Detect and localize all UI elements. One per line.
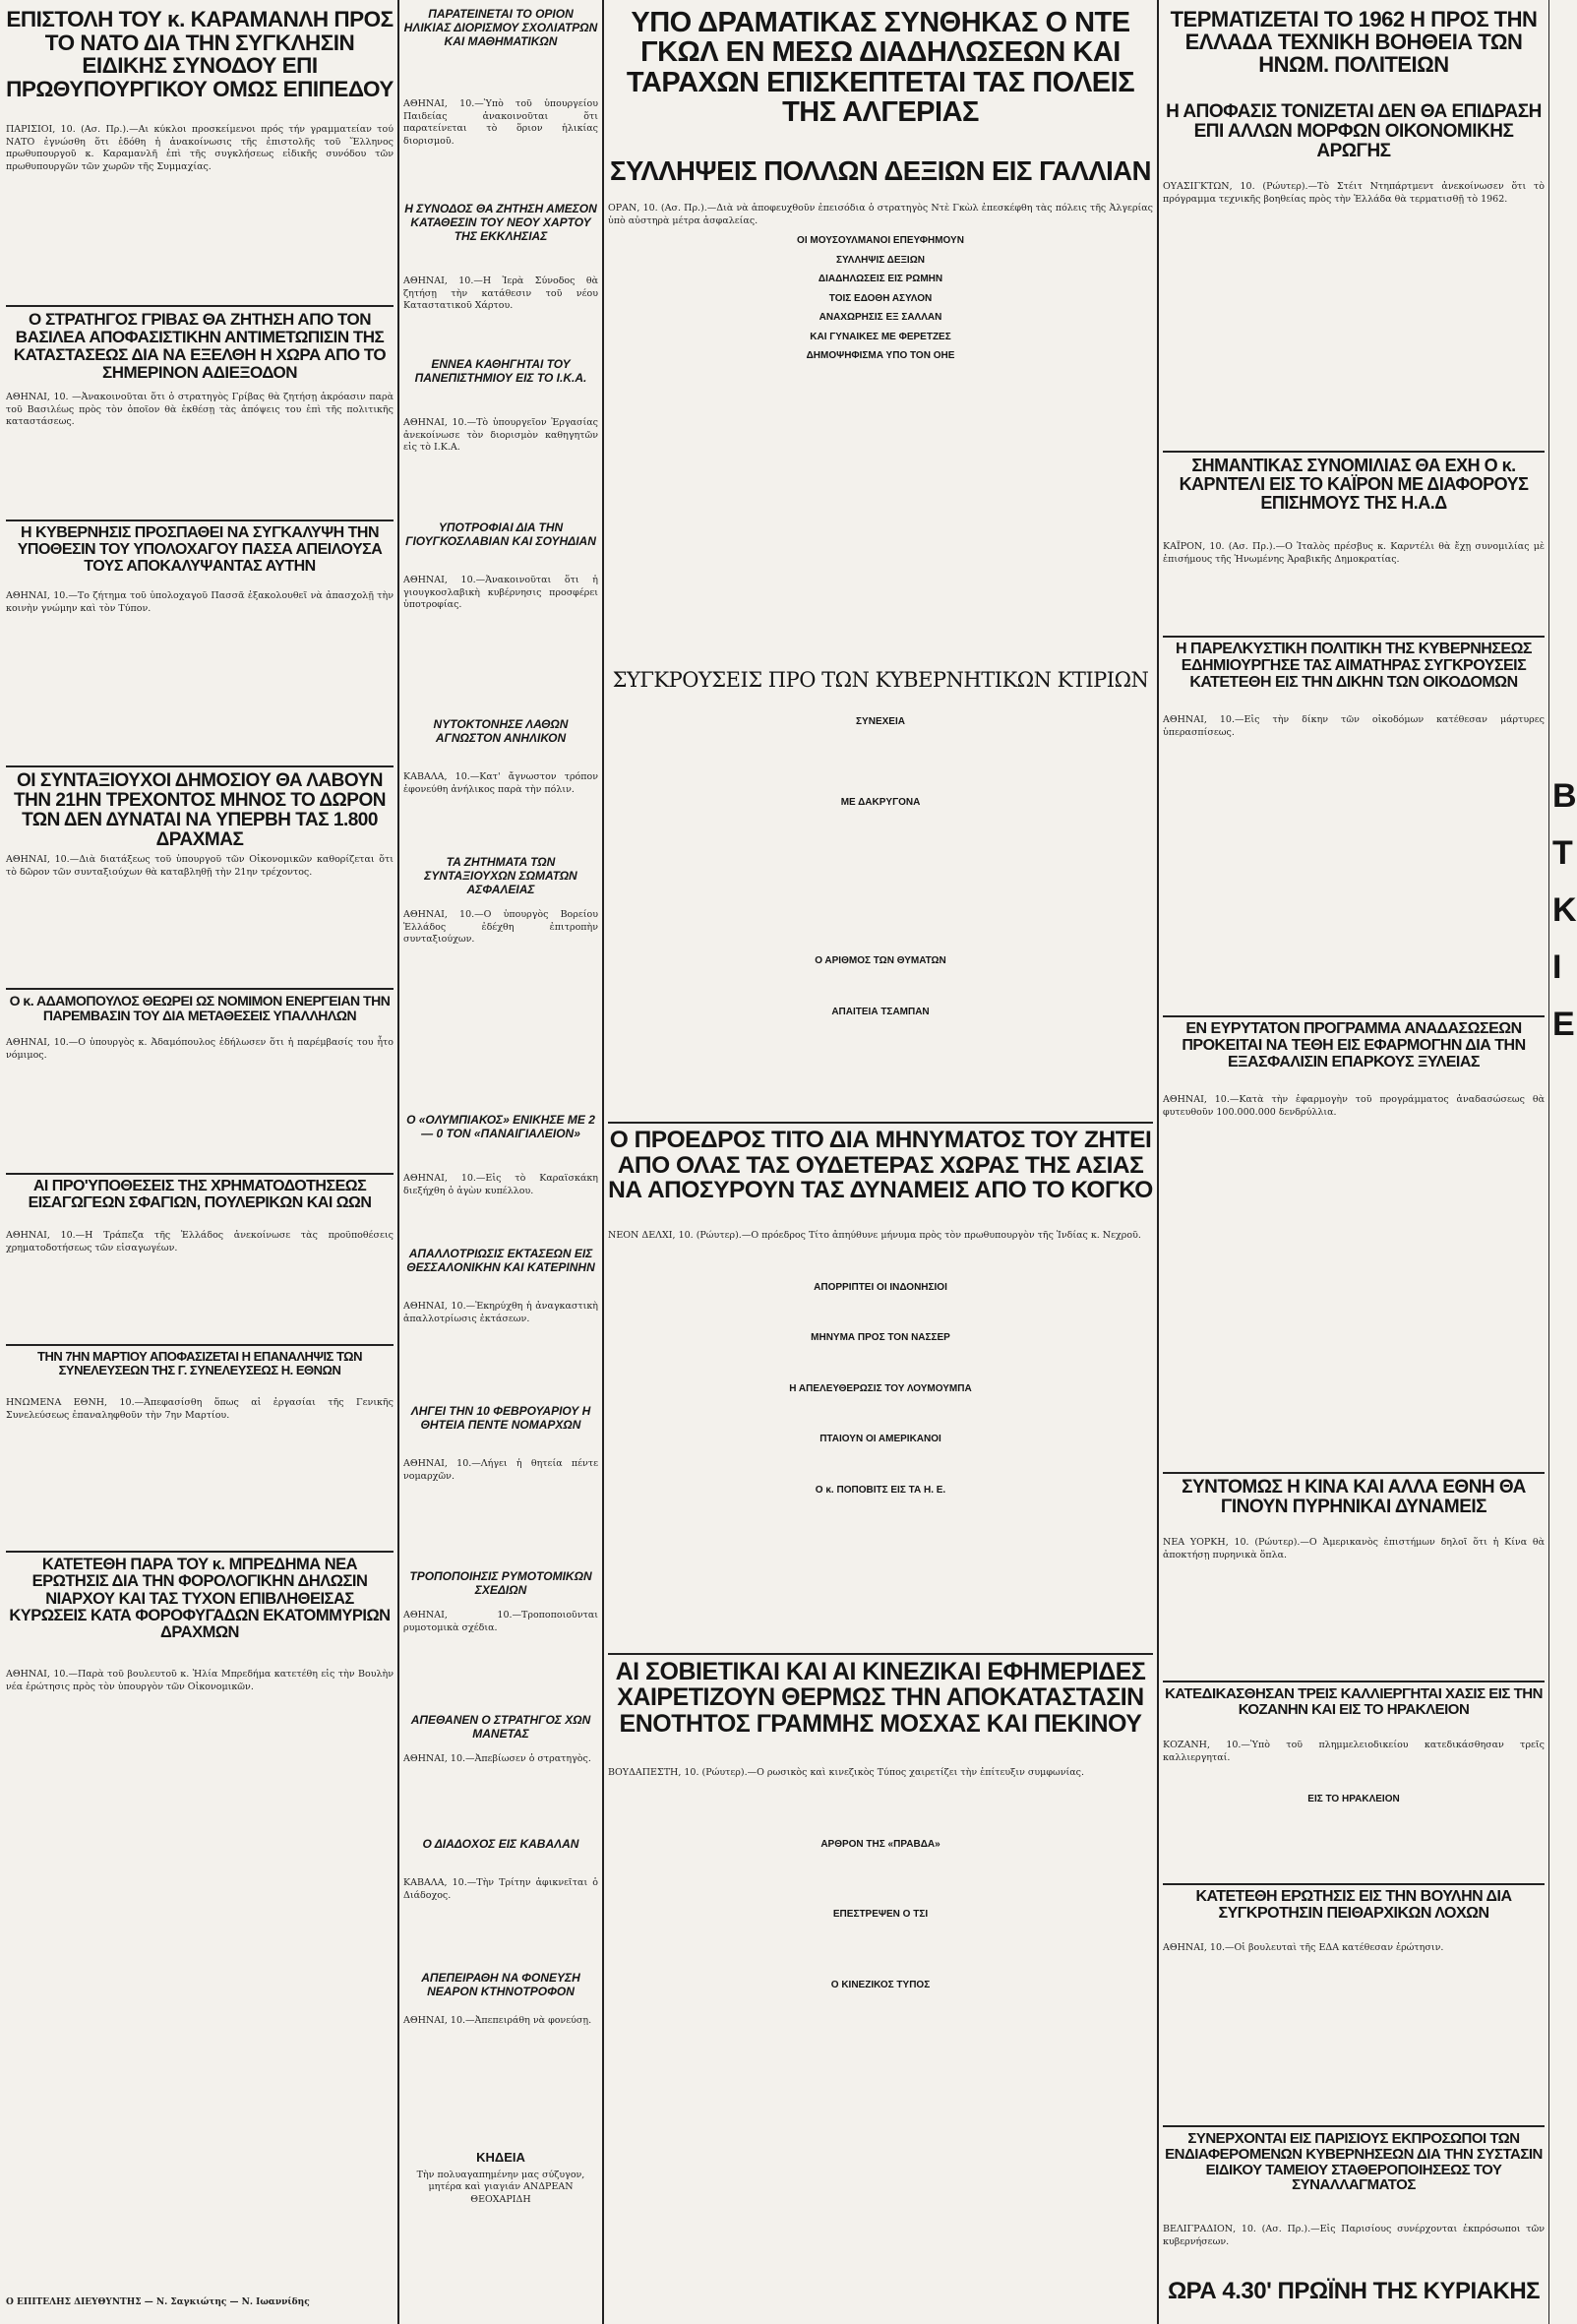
divider	[6, 1551, 394, 1553]
article-hashish-body	[1163, 1740, 1545, 1877]
headline: ΥΠΟ ΔΡΑΜΑΤΙΚΑΣ ΣΥΝΘΗΚΑΣ Ο ΝΤΕ ΓΚΩΛ ΕΝ ΜΕΣΩ ΔΙΑΔΗΛΩΣΕΩΝ ΚΑΙ ΤΑΡΑΧΩΝ ΕΠΙΣΚΕΠΤΕΤΑΙ ΤΑΣ ΠΟΛΕΙΣ ΤΗΣ ΑΛΓΕΡΙΑΣ	[626, 7, 1135, 129]
headline: ΤΗΝ 7ΗΝ ΜΑΡΤΙΟΥ ΑΠΟΦΑΣΙΖΕΤΑΙ Η ΕΠΑΝΑΛΗΨΙΣ ΤΩΝ ΣΥΝΕΛΕΥΣΕΩΝ ΤΗΣ Γ. ΣΥΝΕΛΕΥΣΕΩΣ Η. ΕΘΝΩΝ	[37, 1349, 362, 1377]
headline: ΣΥΝΤΟΜΩΣ Η ΚΙΝΑ ΚΑΙ ΑΛΛΑ ΕΘΝΗ ΘΑ ΓΙΝΟΥΝ ΠΥΡΗΝΙΚΑΙ ΔΥΝΑΜΕΙΣ	[1182, 1477, 1526, 1517]
article-imports-body	[6, 1230, 394, 1338]
article-passas-body	[6, 590, 394, 758]
article-tito-body	[608, 1230, 1153, 1643]
article-tito-headline	[608, 1128, 1153, 1226]
body-text: ΟΡΑΝ, 10. (Ασ. Πρ.).—Διὰ νὰ ἀποφευχθοῦν ἐπεισόδια ὁ στρατηγὸς Ντὲ Γκὼλ ἐπεσκέφθη τὰς πόλεις τῆς Ἀλγερίας ὑπὸ αὐστηρὰ μέτρα ἀσφαλείας.	[608, 203, 1153, 226]
headline: ΝΥΤΟΚΤΟΝΗΣΕ ΛΑΘΩΝ ΑΓΝΩΣΤΟΝ ΑΝΗΛΙΚΟΝ	[433, 717, 569, 745]
body-text: ΑΘΗΝΑΙ, 10.—Κατὰ τὴν ἐφαρμογὴν τοῦ προγράμματος ἀναδασώσεως θὰ φυτευθοῦν 100.000.000 δενδρύλλια.	[1163, 1094, 1545, 1118]
headline: ΚΗΔΕΙΑ	[476, 2150, 525, 2165]
body-text: ΚΑΒΑΛΑ, 10.—Τὴν Τρίτην ἀφικνεῖται ὁ Διάδοχος.	[403, 1877, 598, 1901]
divider	[608, 1653, 1153, 1655]
article-crown-prince-headline	[403, 1838, 598, 1873]
article-professors-body	[403, 417, 598, 516]
article-nuclear-body	[1163, 1537, 1545, 1675]
headline: ΑΙ ΣΟΒΙΕΤΙΚΑΙ ΚΑΙ ΑΙ ΚΙΝΕΖΙΚΑΙ ΕΦΗΜΕΡΙΔΕΣ ΧΑΙΡΕΤΙΖΟΥΝ ΘΕΡΜΩΣ ΤΗΝ ΑΠΟΚΑΤΑΣΤΑΣΙΝ ΕΝΟΤΗΤΟΣ ΓΡΑΜΜΗΣ ΜΟΣΧΑΣ ΚΑΙ ΠΕΚΙΝΟΥ	[615, 1658, 1146, 1738]
divider	[6, 988, 394, 990]
crosshead: ΑΠΟΡΡΙΠΤΕΙ ΟΙ ΙΝΔΟΝΗΣΙΟΙ	[814, 1281, 947, 1293]
column-rule	[602, 0, 604, 2324]
subheadline: ΣΥΛΛΗΨΕΙΣ ΠΟΛΛΩΝ ΔΕΞΙΩΝ ΕΙΣ ΓΑΛΛΙΑΝ	[609, 155, 1152, 186]
article-attempt-body	[403, 2015, 598, 2143]
article-un-headline	[6, 1350, 394, 1393]
article-adamopoulos-headline	[6, 994, 394, 1033]
margin-letter-3: Ι	[1552, 948, 1562, 986]
headline: ΚΑΤΕΤΕΘΗ ΕΡΩΤΗΣΙΣ ΕΙΣ ΤΗΝ ΒΟΥΛΗΝ ΔΙΑ ΣΥΓΚΡΟΤΗΣΙΝ ΠΕΙΘΑΡΧΙΚΩΝ ΛΟΧΩΝ	[1195, 1888, 1512, 1922]
article-general-headline	[403, 1714, 598, 1749]
article-age-limit-body	[403, 98, 598, 197]
body-text: ΗΝΩΜΕΝΑ ΕΘΝΗ, 10.—Ἀπεφασίσθη ὅπως αἱ ἐργασίαι τῆς Γενικῆς Συνελεύσεως ἐπαναληφθοῦν τὴν 7ην Μαρτίου.	[6, 1397, 394, 1421]
headline: Ο ΣΤΡΑΤΗΓΟΣ ΓΡΙΒΑΣ ΘΑ ΖΗΤΗΣΗ ΑΠΟ ΤΟΝ ΒΑΣΙΛΕΑ ΑΠΟΦΑΣΙΣΤΙΚΗΝ ΑΝΤΙΜΕΤΩΠΙΣΙΝ ΤΗΣ ΚΑΤΑΣΤΑΣΕΩΣ ΔΙΑ ΝΑ ΕΞΕΛΘΗ Η ΧΩΡΑ ΑΠΟ ΤΟ ΣΗΜΕΡΙΝΟΝ ΑΔΙΕΞΟΔΟΝ	[13, 310, 387, 382]
column-rule	[1157, 0, 1159, 2324]
body-text: ΑΘΗΝΑΙ, 10.—Η Τράπεζα τῆς Ἑλλάδος ἀνεκοίνωσε τὰς προϋποθέσεις χρηματοδοτήσεως τῶν εἰσαγωγέων.	[6, 1230, 394, 1254]
article-soviet-chinese-body	[608, 1767, 1153, 2318]
headline: Η ΣΥΝΟΔΟΣ ΘΑ ΖΗΤΗΣΗ ΑΜΕΣΟΝ ΚΑΤΑΘΕΣΙΝ ΤΟΥ ΝΕΟΥ ΧΑΡΤΟΥ ΤΗΣ ΕΚΚΛΗΣΙΑΣ	[404, 202, 597, 243]
article-expropriation-headline	[403, 1248, 598, 1297]
headline: Η ΚΥΒΕΡΝΗΣΙΣ ΠΡΟΣΠΑΘΕΙ ΝΑ ΣΥΓΚΑΛΥΨΗ ΤΗΝ ΥΠΟΘΕΣΙΝ ΤΟΥ ΥΠΟΛΟΧΑΓΟΥ ΠΑΣΣΑ ΑΠΕΙΛΟΥΣΑ ΤΟΥΣ ΑΠΟΚΑΛΥΨΑΝΤΑΣ ΑΥΤΗΝ	[17, 524, 383, 575]
article-aid-subheadline	[1163, 102, 1545, 177]
headline: ΠΑΡΑΤΕΙΝΕΤΑΙ ΤΟ ΟΡΙΟΝ ΗΛΙΚΙΑΣ ΔΙΟΡΙΣΜΟΥ ΣΧΟΛΙΑΤΡΩΝ ΚΑΙ ΜΑΘΗΜΑΤΙΚΩΝ	[403, 7, 598, 48]
article-synod-body	[403, 275, 598, 354]
headline: ΑΠΕΠΕΙΡΑΘΗ ΝΑ ΦΟΝΕΥΣΗ ΝΕΑΡΟΝ ΚΤΗΝΟΤΡΟΦΟΝ	[421, 1971, 580, 1998]
article-planning-headline	[403, 1570, 598, 1606]
body-text: ΝΕΟΝ ΔΕΛΧΙ, 10. (Ρώυτερ).—Ο πρόεδρος Τίτο ἀπηύθυνε μήνυμα πρὸς τὸν πρωθυπουργὸν τῆς Ἰνδίας κ. Νεχροῦ.	[608, 1230, 1141, 1241]
article-olympiakos-body	[403, 1173, 598, 1242]
crosshead: ΤΟΙΣ ΕΔΟΘΗ ΑΣΥΛΟΝ	[828, 292, 933, 304]
crosshead: ΠΤΑΙΟΥΝ ΟΙ ΑΜΕΡΙΚΑΝΟΙ	[819, 1434, 941, 1444]
article-niarchos-headline	[6, 1557, 394, 1665]
article-reforestation-headline	[1163, 1021, 1545, 1090]
article-aid-headline	[1163, 8, 1545, 98]
body-text: ΑΘΗΝΑΙ, 10.—Ο ὑπουργὸς κ. Ἀδαμόπουλος ἐδήλωσεν ὅτι ἡ παρέμβασίς του ἦτο νόμιμος.	[6, 1037, 394, 1061]
article-un-body	[6, 1397, 394, 1545]
article-grivas-headline	[6, 311, 394, 388]
article-security-pensioners-headline	[403, 856, 598, 905]
headline: ΑΠΕΘΑΝΕΝ Ο ΣΤΡΑΤΗΓΟΣ ΧΩΝ ΜΑΝΕΤΑΣ	[410, 1713, 591, 1741]
crosshead: Η ΑΠΕΛΕΥΘΕΡΩΣΙΣ ΤΟΥ ΛΟΥΜΟΥΜΠΑ	[789, 1382, 972, 1394]
headline: ΕΝ ΕΥΡΥΤΑΤΟΝ ΠΡΟΓΡΑΜΜΑ ΑΝΑΔΑΣΩΣΕΩΝ ΠΡΟΚΕΙΤΑΙ ΝΑ ΤΕΘΗ ΕΙΣ ΕΦΑΡΜΟΓΗΝ ΔΙΑ ΤΗΝ ΕΞΑΣΦΑΛΙΣΙΝ ΕΠΑΡΚΟΥΣ ΞΥΛΕΙΑΣ	[1182, 1020, 1526, 1070]
article-pensioners-headline	[6, 771, 394, 850]
headline: ΚΑΤΕΔΙΚΑΣΘΗΣΑΝ ΤΡΕΙΣ ΚΑΛΛΙΕΡΓΗΤΑΙ ΧΑΣΙΣ ΕΙΣ ΤΗΝ ΚΟΖΑΝΗΝ ΚΑΙ ΕΙΣ ΤΟ ΗΡΑΚΛΕΙΟΝ	[1165, 1685, 1543, 1718]
article-grivas-body	[6, 392, 394, 510]
article-homicide-body	[403, 771, 598, 850]
article-clashes-headline	[608, 669, 1153, 712]
body-text: ΑΘΗΝΑΙ, 10.—Το ζήτημα τοῦ ὑπολοχαγοῦ Πασσᾶ ἐξακολουθεῖ νὰ ἀπασχολῇ τὴν κοινὴν γνώμην καὶ τὸν Τύπον.	[6, 590, 394, 614]
article-degaulle-body	[608, 203, 1153, 665]
crosshead: Ο ΑΡΙΘΜΟΣ ΤΩΝ ΘΥΜΑΤΩΝ	[815, 955, 946, 966]
body-text: ΑΘΗΝΑΙ, 10.—Ἀπεπειράθη νὰ φονεύσῃ.	[403, 2015, 592, 2026]
crosshead: ΑΠΑΙΤΕΙΑ ΤΣΑΜΠΑΝ	[831, 1006, 930, 1017]
divider	[6, 765, 394, 767]
article-crown-prince-body	[403, 1877, 598, 1966]
divider	[608, 1122, 1153, 1124]
article-reforestation-body	[1163, 1094, 1545, 1468]
body-text: ΑΘΗΝΑΙ, 10.—Εἰς τὸ Καραϊσκάκη διεξήχθη ὁ ἀγὼν κυπέλλου.	[403, 1173, 598, 1196]
crosshead: ΔΗΜΟΨΗΦΙΣΜΑ ΥΠΟ ΤΟΝ ΟΗΕ	[806, 350, 955, 361]
article-hashish-headline	[1163, 1686, 1545, 1736]
divider	[1163, 1015, 1545, 1017]
body-text: ΒΕΛΙΓΡΑΔΙΟΝ, 10. (Ασ. Πρ.).—Εἰς Παρισίους συνέρχονται ἐκπρόσωποι τῶν κυβερνήσεων.	[1163, 2224, 1545, 2247]
crosshead: ΟΙ ΜΟΥΣΟΥΛΜΑΝΟΙ ΕΠΕΥΦΗΜΟΥΝ	[797, 235, 964, 246]
body-text: ΑΘΗΝΑΙ, 10.—Ὑπὸ τοῦ ὑπουργείου Παιδείας ἀνακοινοῦται ὅτι παρατείνεται τὸ ὅριον ἡλικίας διορισμοῦ.	[403, 98, 598, 147]
body-text: ΚΑΪΡΟΝ, 10. (Ασ. Πρ.).—Ο Ἰταλὸς πρέσβυς κ. Καρντέλι θὰ ἔχῃ συνομιλίας μὲ ἐπισήμους τῆς Ἡνωμένης Ἀραβικῆς Δημοκρατίας.	[1163, 541, 1545, 565]
article-karamanlis-headline	[6, 8, 394, 121]
headline: ΤΑ ΖΗΤΗΜΑΤΑ ΤΩΝ ΣΥΝΤΑΞΙΟΥΧΩΝ ΣΩΜΑΤΩΝ ΑΣΦΑΛΕΙΑΣ	[424, 855, 577, 896]
article-prefects-body	[403, 1458, 598, 1566]
divider	[6, 520, 394, 521]
body-text: ΑΘΗΝΑΙ, 10.—Ἀνακοινοῦται ὅτι ἡ γιουγκοσλαβικὴ κυβέρνησις προσφέρει ὑποτροφίας.	[403, 575, 598, 610]
article-imports-headline	[6, 1179, 394, 1226]
headline: ΤΡΟΠΟΠΟΙΗΣΙΣ ΡΥΜΟΤΟΜΙΚΩΝ ΣΧΕΔΙΩΝ	[409, 1569, 592, 1597]
article-aid-body	[1163, 181, 1545, 447]
funeral-notice	[403, 2151, 598, 2318]
article-security-pensioners-body	[403, 909, 598, 1106]
headline: ΑΙ ΠΡΟ'ΥΠΟΘΕΣΕΙΣ ΤΗΣ ΧΡΗΜΑΤΟΔΟΤΗΣΕΩΣ ΕΙΣΑΓΩΓΕΩΝ ΣΦΑΓΙΩΝ, ΠΟΥΛΕΡΙΚΩΝ ΚΑΙ ΩΩΝ	[28, 1178, 372, 1211]
headline: ΣΗΜΑΝΤΙΚΑΣ ΣΥΝΟΜΙΛΙΑΣ ΘΑ ΕΧΗ Ο κ. ΚΑΡΝΤΕΛΙ ΕΙΣ ΤΟ ΚΑΪΡΟΝ ΜΕ ΔΙΑΦΟΡΟΥΣ ΕΠΙΣΗΜΟΥΣ ΤΗΣ Η.Α.Δ	[1179, 456, 1529, 513]
article-passas-headline	[6, 525, 394, 586]
divider	[6, 1344, 394, 1346]
article-nuclear-headline	[1163, 1478, 1545, 1533]
article-scholarships-body	[403, 575, 598, 712]
article-clashes-body	[608, 716, 1153, 1110]
crosshead: ΜΕ ΔΑΚΡΥΓΟΝΑ	[840, 796, 921, 808]
crosshead: ΕΠΕΣΤΡΕΨΕΝ Ο ΤΣΙ	[832, 1909, 929, 1920]
body-text: ΟΥΑΣΙΓΚΤΩΝ, 10. (Ρώυτερ).—Τὸ Στέιτ Ντηπάρτμεντ ἀνεκοίνωσεν ὅτι τὸ πρόγραμμα τεχνικῆς βοηθείας πρὸς τὴν Ἑλλάδα θὰ τερματισθῇ τὸ 1962.	[1163, 181, 1545, 205]
headline: Ο ΠΡΟΕΔΡΟΣ ΤΙΤΟ ΔΙΑ ΜΗΝΥΜΑΤΟΣ ΤΟΥ ΖΗΤΕΙ ΑΠΟ ΟΛΑΣ ΤΑΣ ΟΥΔΕΤΕΡΑΣ ΧΩΡΑΣ ΤΗΣ ΑΣΙΑΣ ΝΑ ΑΠΟΣΥΡΟΥΝ ΤΑΣ ΔΥΝΑΜΕΙΣ ΑΠΟ ΤΟ ΚΟΓΚΟ	[608, 1127, 1153, 1204]
headline: ΑΠΑΛΛΟΤΡΙΩΣΙΣ ΕΚΤΑΣΕΩΝ ΕΙΣ ΘΕΣΣΑΛΟΝΙΚΗΝ ΚΑΙ ΚΑΤΕΡΙΝΗΝ	[406, 1247, 595, 1274]
article-builders-body	[1163, 714, 1545, 1009]
divider	[6, 1173, 394, 1175]
signature-line	[6, 2296, 394, 2316]
body-text: Τὴν πολυαγαπημένην μας σύζυγον, μητέρα καὶ γιαγιάν ΑΝΔΡΕΑΝ ΘΕΟΧΑΡΙΔΗ	[416, 2169, 585, 2205]
column-1	[6, 0, 394, 2324]
divider	[1163, 2125, 1545, 2127]
article-expropriation-body	[403, 1301, 598, 1399]
divider	[1163, 636, 1545, 638]
article-builders-headline	[1163, 642, 1545, 710]
article-prefects-headline	[403, 1405, 598, 1454]
divider	[1163, 1883, 1545, 1885]
crosshead: ΜΗΝΥΜΑ ΠΡΟΣ ΤΟΝ ΝΑΣΣΕΡ	[811, 1332, 950, 1343]
headline: ΣΥΝΕΡΧΟΝΤΑΙ ΕΙΣ ΠΑΡΙΣΙΟΥΣ ΕΚΠΡΟΣΩΠΟΙ ΤΩΝ ΕΝΔΙΑΦΕΡΟΜΕΝΩΝ ΚΥΒΕΡΝΗΣΕΩΝ ΔΙΑ ΤΗΝ ΣΥΣΤΑΣΙΝ ΕΙΔΙΚΟΥ ΤΑΜΕΙΟΥ ΣΤΑΘΕΡΟΠΟΙΗΣΕΩΣ ΤΟΥ ΣΥΝΑΛΛΑΓΜΑΤΟΣ	[1165, 2130, 1543, 2194]
article-fund-body	[1163, 2224, 1545, 2273]
body-text: ΑΘΗΝΑΙ, 10.—Ο ὑπουργὸς Βορείου Ἑλλάδος ἐδέχθη ἐπιτροπὴν συνταξιούχων.	[403, 909, 598, 945]
margin-letter-4: Ε	[1552, 1006, 1575, 1043]
headline: Ο «ΟΛΥΜΠΙΑΚΟΣ» ΕΝΙΚΗΣΕ ΜΕ 2 — 0 ΤΟΝ «ΠΑΝΑΙΓΙΑΛΕΙΟΝ»	[406, 1113, 595, 1140]
article-degaulle-headline	[608, 8, 1153, 153]
divider	[1163, 1472, 1545, 1474]
body-text: ΑΘΗΝΑΙ, 10.—Εἰς τὴν δίκην τῶν οἰκοδόμων κατέθεσαν μάρτυρες ὑπερασπίσεως.	[1163, 714, 1545, 738]
article-cardelli-body	[1163, 541, 1545, 630]
column-2	[403, 0, 598, 2324]
crosshead: ΕΙΣ ΤΟ ΗΡΑΚΛΕΙΟΝ	[1307, 1794, 1400, 1804]
article-fund-headline	[1163, 2131, 1545, 2220]
body-text: ΑΘΗΝΑΙ, 10.—Τὸ ὑπουργεῖον Ἐργασίας ἀνεκοίνωσε τὸν διορισμὸν καθηγητῶν εἰς τὸ Ι.Κ.Α.	[403, 417, 598, 453]
margin-letter-2: Κ	[1552, 891, 1577, 929]
body-text: ΚΑΒΑΛΑ, 10.—Κατ' ἄγνωστον τρόπον ἐφονεύθη ἀνήλικος παρὰ τὴν πόλιν.	[403, 771, 598, 795]
article-age-limit-headline	[403, 8, 598, 94]
headline: Η ΠΑΡΕΛΚΥΣΤΙΚΗ ΠΟΛΙΤΙΚΗ ΤΗΣ ΚΥΒΕΡΝΗΣΕΩΣ ΕΔΗΜΙΟΥΡΓΗΣΕ ΤΑΣ ΑΙΜΑΤΗΡΑΣ ΣΥΓΚΡΟΥΣΕΙΣ ΚΑΤΕΤΕΘΗ ΕΙΣ ΤΗΝ ΔΙΚΗΝ ΤΩΝ ΟΙΚΟΔΟΜΩΝ	[1176, 641, 1532, 691]
article-soviet-chinese-headline	[608, 1659, 1153, 1763]
article-adamopoulos-body	[6, 1037, 394, 1165]
subheadline: Η ΑΠΟΦΑΣΙΣ ΤΟΝΙΖΕΤΑΙ ΔΕΝ ΘΑ ΕΠΙΔΡΑΣΗ ΕΠΙ ΑΛΛΩΝ ΜΟΡΦΩΝ ΟΙΚΟΝΟΜΙΚΗΣ ΑΡΩΓΗΣ	[1166, 101, 1542, 161]
article-attempt-headline	[403, 1972, 598, 2011]
body-text: ΚΟΖΑΝΗ, 10.—Ὑπὸ τοῦ πλημμελειοδικείου κατεδικάσθησαν τρεῖς καλλιεργηταί.	[1163, 1740, 1545, 1763]
headline: Ο κ. ΑΔΑΜΟΠΟΥΛΟΣ ΘΕΩΡΕΙ ΩΣ ΝΟΜΙΜΟΝ ΕΝΕΡΓΕΙΑΝ ΤΗΝ ΠΑΡΕΜΒΑΣΙΝ ΤΟΥ ΔΙΑ ΜΕΤΑΘΕΣΕΙΣ ΥΠΑΛΛΗΛΩΝ	[9, 993, 391, 1023]
time-banner	[1163, 2279, 1545, 2318]
article-karamanlis-body	[6, 124, 394, 301]
headline: ΕΠΙΣΤΟΛΗ ΤΟΥ κ. ΚΑΡΑΜΑΝΛΗ ΠΡΟΣ ΤΟ ΝΑΤΟ ΔΙΑ ΤΗΝ ΣΥΓΚΛΗΣΙΝ ΕΙΔΙΚΗΣ ΣΥΝΟΔΟΥ ΕΠΙ ΠΡΩΘΥΠΟΥΡΓΙΚΟΥ ΟΜΩΣ ΕΠΙΠΕΔΟΥ	[6, 7, 394, 101]
body-text: ΠΑΡΙΣΙΟΙ, 10. (Ασ. Πρ.).—Αι κύκλοι προσκείμενοι πρός τήν γραμματείαν τού ΝΑΤΟ ἐγνώσθη ὅτι ἐδόθη ἡ ἀνακοίνωσις τῆς ἐπιστολῆς τοῦ Ἕλληνος πρωθυπουργοῦ κ. Καραμανλῆ ἐπὶ τῆς συγκλήσεως εἰδικῆς συνόδου τῶν πρωθυπουργῶν τῶν χωρῶν τῆς Συμμαχίας.	[6, 124, 394, 172]
article-synod-headline	[403, 203, 598, 272]
divider	[6, 305, 394, 307]
headline: ΚΑΤΕΤΕΘΗ ΠΑΡΑ ΤΟΥ κ. ΜΠΡΕΔΗΜΑ ΝΕΑ ΕΡΩΤΗΣΙΣ ΔΙΑ ΤΗΝ ΦΟΡΟΛΟΓΙΚΗΝ ΔΗΛΩΣΙΝ ΝΙΑΡΧΟΥ ΚΑΙ ΤΑΣ ΤΥΧΟΝ ΕΠΙΒΛΗΘΕΙΣΑΣ ΚΥΡΩΣΕΙΣ ΚΑΤΑ ΦΟΡΟΦΥΓΑΔΩΝ ΕΚΑΤΟΜΜΥΡΙΩΝ ΔΡΑΧΜΩΝ	[9, 1556, 391, 1642]
headline: Ο ΔΙΑΔΟΧΟΣ ΕΙΣ ΚΑΒΑΛΑΝ	[422, 1837, 579, 1851]
crosshead: ΣΥΝΕΧΕΙΑ	[856, 716, 905, 727]
article-pensioners-body	[6, 854, 394, 982]
body-text: ΑΘΗΝΑΙ, 10.—Λήγει ἡ θητεία πέντε νομαρχῶν.	[403, 1458, 598, 1482]
body-text: ΑΘΗΝΑΙ, 10. —Ἀνακοινοῦται ὅτι ὁ στρατηγὸς Γρίβας θὰ ζητήσῃ ἀκρόασιν παρὰ τοῦ Βασιλέως πρὸς τὸν ὁποῖον θὰ ἐκθέσῃ τὰς ἀπόψεις του ἐπὶ τῆς πολιτικῆς καταστάσεως.	[6, 392, 394, 427]
column-4	[1163, 0, 1545, 2324]
headline: ΕΝΝΕΑ ΚΑΘΗΓΗΤΑΙ ΤΟΥ ΠΑΝΕΠΙΣΤΗΜΙΟΥ ΕΙΣ ΤΟ Ι.Κ.Α.	[414, 357, 587, 385]
headline: ΤΕΡΜΑΤΙΖΕΤΑΙ ΤΟ 1962 Η ΠΡΟΣ ΤΗΝ ΕΛΛΑΔΑ ΤΕΧΝΙΚΗ ΒΟΗΘΕΙΑ ΤΩΝ ΗΝΩΜ. ΠΟΛΙΤΕΙΩΝ	[1170, 7, 1538, 78]
divider	[1163, 451, 1545, 453]
article-homicide-headline	[403, 718, 598, 767]
crosshead: ΑΡΘΡΟΝ ΤΗΣ «ΠΡΑΒΔΑ»	[820, 1838, 940, 1850]
body-text: ΝΕΑ ΥΟΡΚΗ, 10. (Ρώυτερ).—Ο Ἀμερικανὸς ἐπιστήμων δηλοῖ ὅτι ἡ Κίνα θὰ ἀποκτήσῃ πυρηνικὰ ὅπλα.	[1163, 1537, 1545, 1560]
headline: ΟΙ ΣΥΝΤΑΞΙΟΥΧΟΙ ΔΗΜΟΣΙΟΥ ΘΑ ΛΑΒΟΥΝ ΤΗΝ 21ΗΝ ΤΡΕΧΟΝΤΟΣ ΜΗΝΟΣ ΤΟ ΔΩΡΟΝ ΤΩΝ ΔΕΝ ΔΥΝΑΤΑΙ ΝΑ ΥΠΕΡΒΗ ΤΑΣ 1.800 ΔΡΑΧΜΑΣ	[14, 770, 386, 850]
crosshead: ΚΑΙ ΓΥΝΑΙΚΕΣ ΜΕ ΦΕΡΕΤΖΕΣ	[810, 331, 951, 342]
crosshead: ΔΙΑΔΗΛΩΣΕΙΣ ΕΙΣ ΡΩΜΗΝ	[818, 274, 943, 284]
article-cardelli-headline	[1163, 457, 1545, 537]
margin-letter-1: Τ	[1552, 834, 1573, 872]
body-text: ΑΘΗΝΑΙ, 10.—Παρὰ τοῦ βουλευτοῦ κ. Ἠλία Μπρεδήμα κατετέθη εἰς τὴν Βουλὴν νέα ἐρώτησις πρὸς τὸν ὑπουργὸν τῶν Οἰκονομικῶν.	[6, 1669, 394, 1692]
signature: Ο ΕΠΙΤΕΛΗΣ ΔΙΕΥΘΥΝΤΗΣ — Ν. Σαγκιώτης — Ν. Ιωαννίδης	[6, 2297, 310, 2307]
headline: ΥΠΟΤΡΟΦΙΑΙ ΔΙΑ ΤΗΝ ΓΙΟΥΓΚΟΣΛΑΒΙΑΝ ΚΑΙ ΣΟΥΗΔΙΑΝ	[405, 520, 596, 548]
headline: ΛΗΓΕΙ ΤΗΝ 10 ΦΕΒΡΟΥΑΡΙΟΥ Η ΘΗΤΕΙΑ ΠΕΝΤΕ ΝΟΜΑΡΧΩΝ	[410, 1404, 591, 1432]
divider	[1163, 1681, 1545, 1682]
column-rule	[397, 0, 399, 2324]
body-text: ΑΘΗΝΑΙ, 10.—Ἀπεβίωσεν ὁ στρατηγὸς.	[403, 1753, 591, 1764]
article-professors-headline	[403, 358, 598, 413]
article-degaulle-subheadline	[608, 157, 1153, 197]
column-3	[608, 0, 1153, 2324]
article-niarchos-body	[6, 1669, 394, 2289]
crosshead: Ο κ. ΠΟΠΟΒΙΤΣ ΕΙΣ ΤΑ Η. Ε.	[815, 1484, 946, 1496]
article-scholarships-headline	[403, 521, 598, 571]
crosshead: ΣΥΛΛΗΨΙΣ ΔΕΞΙΩΝ	[836, 254, 925, 266]
body-text: ΑΘΗΝΑΙ, 10.—Ἐκηρύχθη ἡ ἀναγκαστικὴ ἀπαλλοτρίωσις ἐκτάσεων.	[403, 1301, 598, 1324]
margin-letter-0: Β	[1552, 777, 1577, 815]
body-text: ΑΘΗΝΑΙ, 10.—Διὰ διατάξεως τοῦ ὑπουργοῦ τῶν Οἰκονομικῶν καθορίζεται ὅτι τὸ δῶρον τῶν συνταξιούχων θὰ καταβληθῇ τὴν 21ην τρέχοντος.	[6, 854, 394, 878]
headline: ΣΥΓΚΡΟΥΣΕΙΣ ΠΡΟ ΤΩΝ ΚΥΒΕΡΝΗΤΙΚΩΝ ΚΤΙΡΙΩΝ	[612, 668, 1149, 692]
body-text: ΑΘΗΝΑΙ, 10.—Τροποποιοῦνται ρυμοτομικὰ σχέδια.	[403, 1610, 598, 1633]
margin-rule	[1548, 0, 1549, 2324]
body-text: ΒΟΥΔΑΠΕΣΤΗ, 10. (Ρώυτερ).—Ο ρωσικὸς καὶ κινεζικὸς Τύπος χαιρετίζει τὴν ἐπίτευξιν συμφωνίας.	[608, 1767, 1084, 1778]
article-question-body	[1163, 1942, 1545, 2119]
body-text: ΑΘΗΝΑΙ, 10.—Οἱ βουλευταὶ τῆς ΕΔΑ κατέθεσαν ἐρώτησιν.	[1163, 1942, 1444, 1953]
crosshead: ΑΝΑΧΩΡΗΣΙΣ ΕΞ ΣΑΛΛΑΝ	[819, 312, 942, 323]
article-planning-body	[403, 1610, 598, 1708]
article-question-headline	[1163, 1889, 1545, 1938]
article-olympiakos-headline	[403, 1114, 598, 1169]
body-text: ΑΘΗΝΑΙ, 10.—Η Ἱερὰ Σύνοδος θὰ ζητήσῃ τὴν κατάθεσιν τοῦ νέου Καταστατικοῦ Χάρτου.	[403, 275, 598, 311]
crosshead: Ο ΚΙΝΕΖΙΚΟΣ ΤΥΠΟΣ	[830, 1979, 931, 1990]
article-general-body	[403, 1753, 598, 1832]
headline: ΩΡΑ 4.30' ΠΡΩΪΝΗ ΤΗΣ ΚΥΡΙΑΚΗΣ	[1167, 2278, 1541, 2304]
margin-strip	[1552, 767, 1577, 1063]
